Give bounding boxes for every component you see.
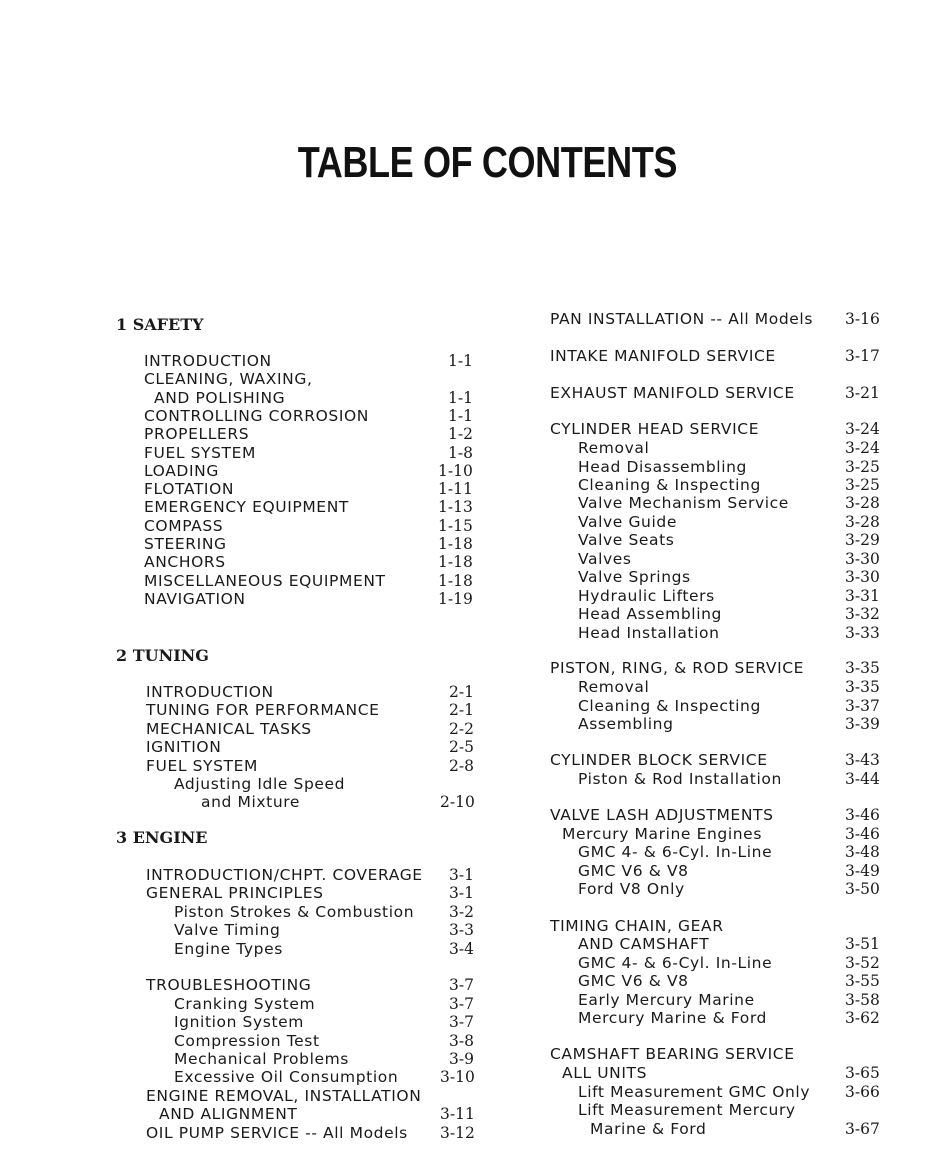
- engine-cont-entry-title[interactable]: Cleaning & Inspecting: [578, 697, 761, 715]
- safety-entry-page: 1-1: [448, 388, 473, 407]
- engine-cont-entry-page: 3-62: [845, 1009, 880, 1027]
- safety-entry-page: 1-10: [438, 461, 473, 480]
- engine-entry-title[interactable]: TROUBLESHOOTING: [146, 976, 312, 994]
- engine-cont-entry-title[interactable]: Ford V8 Only: [578, 880, 685, 898]
- tuning-entry-title[interactable]: MECHANICAL TASKS: [146, 719, 312, 738]
- engine-entry-title[interactable]: AND ALIGNMENT: [159, 1105, 298, 1123]
- engine-cont-entry-title[interactable]: Removal: [578, 439, 650, 457]
- engine-entry-title[interactable]: Valve Timing: [174, 921, 281, 939]
- engine-cont-entry-page: 3-16: [845, 310, 880, 328]
- safety-entry-title[interactable]: FUEL SYSTEM: [144, 443, 256, 462]
- engine-cont-entry-title[interactable]: CYLINDER HEAD SERVICE: [550, 420, 760, 438]
- engine-cont-entry-title[interactable]: INTAKE MANIFOLD SERVICE: [550, 347, 776, 365]
- engine-cont-entry-page: 3-65: [845, 1064, 880, 1082]
- engine-cont-entry-title[interactable]: GMC 4- & 6-Cyl. In-Line: [578, 843, 773, 861]
- engine-entry-page: 3-3: [449, 921, 474, 939]
- safety-entry-page: 1-11: [438, 480, 473, 499]
- engine-cont-entry-title[interactable]: Marine & Ford: [590, 1120, 707, 1138]
- engine-cont-entry-title[interactable]: Assembling: [578, 715, 674, 733]
- safety-entry-title[interactable]: FLOTATION: [144, 480, 235, 499]
- tuning-entry-title[interactable]: Adjusting Idle Speed: [174, 775, 346, 793]
- safety-entry-page: 1-18: [438, 553, 473, 572]
- engine-cont-entry-page: 3-28: [845, 494, 880, 512]
- engine-cont-entry-title[interactable]: Lift Measurement GMC Only: [578, 1083, 811, 1101]
- safety-entry-title[interactable]: MISCELLANEOUS EQUIPMENT: [144, 571, 386, 590]
- engine-cont-entry-page: 3-33: [845, 624, 880, 642]
- engine-cont-entry-title[interactable]: Valve Mechanism Service: [578, 494, 789, 512]
- engine-cont-entry-page: 3-46: [845, 825, 880, 843]
- safety-entry-title[interactable]: CLEANING, WAXING,: [144, 370, 313, 389]
- engine-cont-entry-title[interactable]: Valve Guide: [578, 513, 677, 531]
- safety-entry-title[interactable]: EMERGENCY EQUIPMENT: [144, 498, 349, 517]
- safety-entry-title[interactable]: PROPELLERS: [144, 425, 250, 444]
- safety-entry-page: 1-2: [448, 425, 473, 444]
- engine-entry-page: 3-2: [449, 903, 474, 921]
- engine-entry-page: 3-1: [449, 884, 474, 902]
- engine-cont-entry-page: 3-37: [845, 697, 880, 715]
- engine-cont-entry-title[interactable]: GMC 4- & 6-Cyl. In-Line: [578, 954, 773, 972]
- engine-cont-entry-title[interactable]: EXHAUST MANIFOLD SERVICE: [550, 384, 795, 402]
- engine-cont-entry-page: 3-24: [845, 420, 880, 438]
- tuning-entry-page: 2-1: [449, 701, 474, 720]
- engine-cont-entry-title[interactable]: Head Assembling: [578, 605, 722, 623]
- safety-entry-page: 1-19: [438, 589, 473, 608]
- engine-cont-entry-page: 3-66: [845, 1083, 880, 1101]
- engine-cont-entry-page: 3-52: [845, 954, 880, 972]
- section-2-heading: 2 TUNING: [116, 646, 209, 665]
- engine-entry-title[interactable]: Cranking System: [174, 995, 316, 1013]
- engine-cont-entry-page: 3-55: [845, 972, 880, 990]
- engine-entry-title[interactable]: Ignition System: [174, 1013, 304, 1031]
- section-3-heading: 3 ENGINE: [116, 828, 208, 847]
- engine-cont-entry-title[interactable]: Hydraulic Lifters: [578, 587, 715, 605]
- engine-cont-entry-page: 3-49: [845, 862, 880, 880]
- tuning-entry-page: 2-8: [449, 756, 474, 775]
- engine-cont-entry-page: 3-46: [845, 806, 880, 824]
- engine-cont-entry-page: 3-32: [845, 605, 880, 623]
- engine-cont-entry-title[interactable]: ALL UNITS: [562, 1064, 648, 1082]
- tuning-entry-title[interactable]: and Mixture: [201, 793, 301, 812]
- safety-entry-title[interactable]: LOADING: [144, 461, 219, 480]
- safety-entry-title[interactable]: AND POLISHING: [154, 388, 286, 407]
- engine-entry-title[interactable]: GENERAL PRINCIPLES: [146, 884, 324, 902]
- engine-entry-page: 3-7: [449, 995, 474, 1013]
- engine-cont-entry-page: 3-29: [845, 531, 880, 549]
- engine-entry-page: 3-7: [449, 1013, 474, 1031]
- engine-cont-entry-title[interactable]: CYLINDER BLOCK SERVICE: [550, 751, 768, 769]
- engine-cont-entry-page: 3-67: [845, 1120, 880, 1138]
- engine-cont-entry-title[interactable]: AND CAMSHAFT: [578, 935, 710, 953]
- tuning-entry-page: 2-5: [449, 738, 474, 757]
- engine-cont-entry-title[interactable]: Valves: [578, 550, 632, 568]
- page-title: TABLE OF CONTENTS: [297, 138, 678, 187]
- safety-entry-title[interactable]: NAVIGATION: [144, 589, 246, 608]
- engine-cont-entry-page: 3-51: [845, 935, 880, 953]
- engine-cont-entry-title[interactable]: Cleaning & Inspecting: [578, 476, 761, 494]
- safety-entry-page: 1-18: [438, 535, 473, 553]
- engine-entry-title[interactable]: ENGINE REMOVAL, INSTALLATION: [146, 1087, 422, 1105]
- safety-entry-page: 1-13: [438, 498, 473, 517]
- engine-cont-entry-page: 3-30: [845, 568, 880, 586]
- engine-entry-page: 3-12: [440, 1124, 475, 1142]
- tuning-entry-title[interactable]: IGNITION: [146, 738, 222, 757]
- engine-entry-page: 3-7: [449, 976, 474, 994]
- tuning-entry-title[interactable]: FUEL SYSTEM: [146, 756, 258, 775]
- engine-cont-entry-page: 3-44: [845, 770, 880, 788]
- safety-entry-page: 1-1: [448, 406, 473, 425]
- engine-cont-entry-page: 3-31: [845, 587, 880, 605]
- engine-entry-page: 3-8: [449, 1032, 474, 1050]
- tuning-entry-page: 2-10: [440, 793, 475, 812]
- engine-entry-title[interactable]: OIL PUMP SERVICE -- All Models: [146, 1124, 408, 1142]
- tuning-entry-page: 2-2: [449, 719, 474, 738]
- engine-cont-entry-title[interactable]: Valve Seats: [578, 531, 675, 549]
- engine-cont-entry-page: 3-21: [845, 384, 880, 402]
- engine-cont-entry-page: 3-35: [845, 678, 880, 696]
- engine-cont-entry-page: 3-28: [845, 513, 880, 531]
- engine-cont-entry-title[interactable]: PAN INSTALLATION -- All Models: [550, 310, 814, 328]
- engine-cont-entry-page: 3-25: [845, 476, 880, 494]
- engine-cont-entry-title[interactable]: CAMSHAFT BEARING SERVICE: [550, 1045, 795, 1063]
- safety-entry-page: 1-8: [448, 443, 473, 462]
- engine-entry-title[interactable]: Engine Types: [174, 940, 283, 958]
- engine-cont-entry-title[interactable]: Lift Measurement Mercury: [578, 1101, 796, 1119]
- engine-entry-page: 3-4: [449, 940, 474, 958]
- engine-cont-entry-title[interactable]: VALVE LASH ADJUSTMENTS: [550, 806, 774, 824]
- engine-entry-page: 3-1: [449, 866, 474, 884]
- safety-entry-title[interactable]: INTRODUCTION: [144, 352, 272, 370]
- engine-cont-entry-page: 3-30: [845, 550, 880, 568]
- engine-cont-entry-title[interactable]: Piston & Rod Installation: [578, 770, 782, 788]
- safety-entry-title[interactable]: ANCHORS: [144, 553, 226, 572]
- engine-cont-entry-title[interactable]: Mercury Marine & Ford: [578, 1009, 767, 1027]
- engine-cont-entry-page: 3-25: [845, 458, 880, 476]
- engine-cont-entry-title[interactable]: GMC V6 & V8: [578, 862, 689, 880]
- safety-entry-title[interactable]: CONTROLLING CORROSION: [144, 406, 369, 425]
- engine-cont-entry-page: 3-48: [845, 843, 880, 861]
- safety-entry-page: 1-18: [438, 571, 473, 590]
- tuning-entry-title[interactable]: INTRODUCTION: [146, 683, 274, 701]
- engine-cont-entry-title[interactable]: Mercury Marine Engines: [562, 825, 762, 843]
- engine-cont-entry-title[interactable]: PISTON, RING, & ROD SERVICE: [550, 659, 805, 677]
- section-1-heading: 1 SAFETY: [116, 315, 204, 334]
- engine-cont-entry-page: 3-50: [845, 880, 880, 898]
- engine-cont-entry-page: 3-39: [845, 715, 880, 733]
- safety-entry-page: 1-15: [438, 516, 473, 535]
- engine-cont-entry-title[interactable]: TIMING CHAIN, GEAR: [550, 917, 724, 935]
- engine-cont-entry-title[interactable]: GMC V6 & V8: [578, 972, 689, 990]
- engine-cont-entry-title[interactable]: Head Disassembling: [578, 458, 747, 476]
- tuning-entry-title[interactable]: TUNING FOR PERFORMANCE: [146, 701, 380, 720]
- engine-cont-entry-page: 3-17: [845, 347, 880, 365]
- engine-cont-entry-title[interactable]: Valve Springs: [578, 568, 691, 586]
- engine-entry-page: 3-11: [440, 1105, 475, 1123]
- engine-cont-entry-page: 3-35: [845, 659, 880, 677]
- safety-entry-page: 1-1: [448, 352, 473, 370]
- engine-cont-entry-page: 3-24: [845, 439, 880, 457]
- safety-entry-title[interactable]: STEERING: [144, 535, 227, 553]
- engine-entry-page: 3-10: [440, 1068, 475, 1086]
- engine-entry-title[interactable]: Mechanical Problems: [174, 1050, 349, 1068]
- engine-entry-title[interactable]: Piston Strokes & Combustion: [174, 903, 415, 921]
- engine-cont-entry-page: 3-43: [845, 751, 880, 769]
- tuning-entry-page: 2-1: [449, 683, 474, 701]
- engine-entry-title[interactable]: Compression Test: [174, 1032, 320, 1050]
- safety-entry-title[interactable]: COMPASS: [144, 516, 224, 535]
- engine-entry-title[interactable]: INTRODUCTION/CHPT. COVERAGE: [146, 866, 423, 884]
- engine-entry-page: 3-9: [449, 1050, 474, 1068]
- engine-cont-entry-page: 3-58: [845, 991, 880, 1009]
- engine-cont-entry-title[interactable]: Early Mercury Marine: [578, 991, 755, 1009]
- engine-cont-entry-title[interactable]: Head Installation: [578, 624, 720, 642]
- engine-cont-entry-title[interactable]: Removal: [578, 678, 650, 696]
- engine-entry-title[interactable]: Excessive Oil Consumption: [174, 1068, 399, 1086]
